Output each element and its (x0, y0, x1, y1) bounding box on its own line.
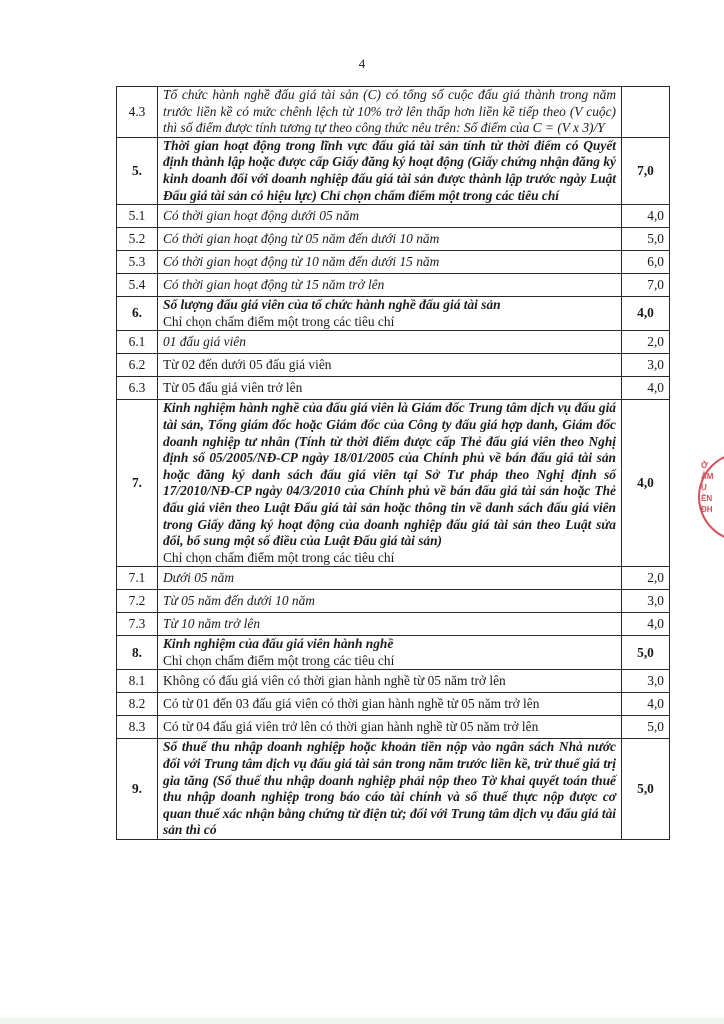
row-number: 5.4 (117, 274, 158, 297)
row-number: 5.2 (117, 228, 158, 251)
row-points: 4,0 (622, 613, 670, 636)
row-points: 5,0 (622, 716, 670, 739)
row-points: 7,0 (622, 274, 670, 297)
row-description (158, 137, 622, 204)
criterion-row (117, 400, 670, 567)
row-description (158, 693, 622, 716)
criteria-table (116, 86, 670, 840)
row-points: 3,0 (622, 670, 670, 693)
criterion-row (117, 739, 670, 840)
description-text: Không có đấu giá viên có thời gian hành nghề từ 05 năm trở lên (163, 673, 506, 689)
row-number: 6.1 (117, 331, 158, 354)
row-description (158, 331, 622, 354)
sub-criterion-row (117, 613, 670, 636)
sub-criterion-row (117, 331, 670, 354)
row-points (622, 87, 670, 138)
row-number: 5.1 (117, 205, 158, 228)
description-text: Thời gian hoạt động trong lĩnh vực đấu giá tài sản tính từ thời điểm có Quyết định thành lập hoặc được cấp Giấy đăng ký hoạt động (Giấy chứng nhận đăng ký kinh doanh đối với doanh nghiệp đấu giá tài sản được thành lập trước ngày Luật Đấu giá tài sản có hiệu lực) Chỉ chọn chấm điểm một trong các tiêu chí (163, 137, 616, 203)
description-text: Từ 10 năm trở lên (163, 615, 261, 631)
row-points: 4,0 (622, 400, 670, 567)
description-text: Số lượng đấu giá viên của tổ chức hành nghề đấu giá tài sản (163, 297, 501, 313)
row-description (158, 87, 622, 138)
row-points: 2,0 (622, 567, 670, 590)
row-number: 7.1 (117, 567, 158, 590)
description-text: Có thời gian hoạt động từ 15 năm trở lên (163, 276, 385, 292)
row-description (158, 590, 622, 613)
row-points: 4,0 (622, 693, 670, 716)
row-description (158, 670, 622, 693)
description-text: Số thuế thu nhập doanh nghiệp hoặc khoản tiền nộp vào ngân sách Nhà nước đối với Trung tâm dịch vụ đấu giá tài sản trong năm trước liền kề, trừ thuế giá trị gia tăng (Số thuế thu nhập doanh nghiệp phải nộp theo Tờ khai quyết toán thuế thu nhập doanh nghiệp trong báo cáo tài chính và số thuế thực nộp được cơ quan thuế xác nhận bằng chứng từ điện tử; đối với Trung tâm dịch vụ đấu giá tài sản thì có (163, 739, 616, 838)
red-seal-stamp (698, 452, 724, 544)
description-text: Có từ 01 đến 03 đấu giá viên có thời gian hành nghề từ 05 năm trở lên (163, 696, 540, 712)
row-points: 5,0 (622, 739, 670, 840)
row-description (158, 613, 622, 636)
row-description (158, 228, 622, 251)
row-description (158, 636, 622, 670)
row-points: 3,0 (622, 354, 670, 377)
description-text: Dưới 05 năm (163, 569, 234, 585)
description-text: Kinh nghiệm hành nghề của đấu giá viên là Giám đốc Trung tâm dịch vụ đấu giá tài sản, Tổng giám đốc hoặc Giám đốc của Công ty đấu giá hợp danh, Giám đốc doanh nghiệp tư nhân (Tính từ thời điểm được cấp Thẻ đấu giá viên theo Nghị định số 05/2005/NĐ-CP ngày 18/01/2005 của Chính phủ về bán đấu giá tài sản hoặc đăng ký danh sách đấu giá viên tại Sở Tư pháp theo Nghị định số 17/2010/NĐ-CP ngày 04/3/2010 của Chính phủ về bán đấu giá tài sản hoặc Thẻ đấu giá viên theo Luật Đấu giá tài sản hoặc thông tin về danh sách đấu giá viên trong Giấy đăng ký hoạt động của doanh nghiệp đấu giá tài sản theo Luật sửa đổi, bổ sung một số điều của Luật Đấu giá tài sản) (163, 400, 616, 549)
sub-criterion-row (117, 377, 670, 400)
row-number: 7. (117, 400, 158, 567)
sub-criterion-row (117, 693, 670, 716)
stamp-text: Ở ÂM U ỀN ĐH (701, 461, 714, 514)
row-points: 4,0 (622, 297, 670, 331)
row-number: 4.3 (117, 87, 158, 138)
description-text: Có thời gian hoạt động từ 05 năm đến dưới 10 năm (163, 230, 440, 246)
row-description (158, 354, 622, 377)
sub-criterion-row (117, 670, 670, 693)
row-number: 8.1 (117, 670, 158, 693)
sub-criterion-row (117, 228, 670, 251)
row-number: 8.3 (117, 716, 158, 739)
row-description (158, 205, 622, 228)
description-text: Kinh nghiệm của đấu giá viên hành nghề (163, 636, 394, 652)
row-points: 6,0 (622, 251, 670, 274)
sub-criterion-row (117, 354, 670, 377)
description-text: Từ 05 năm đến dưới 10 năm (163, 592, 315, 608)
sub-criterion-row (117, 716, 670, 739)
row-description (158, 739, 622, 840)
selection-note: Chỉ chọn chấm điểm một trong các tiêu chí (163, 313, 395, 329)
row-points: 4,0 (622, 377, 670, 400)
row-description (158, 567, 622, 590)
row-points: 5,0 (622, 228, 670, 251)
row-number: 5.3 (117, 251, 158, 274)
row-points: 3,0 (622, 590, 670, 613)
sub-criterion-row (117, 205, 670, 228)
description-text: Từ 05 đấu giá viên trở lên (163, 380, 303, 396)
criterion-row (117, 636, 670, 670)
sub-criterion-row (117, 251, 670, 274)
row-number: 6. (117, 297, 158, 331)
description-text: 01 đấu giá viên (163, 334, 246, 350)
row-description (158, 716, 622, 739)
sub-criterion-row (117, 274, 670, 297)
description-text: Có thời gian hoạt động từ 10 năm đến dưới 15 năm (163, 253, 440, 269)
row-description (158, 377, 622, 400)
criterion-row (117, 137, 670, 204)
row-description (158, 400, 622, 567)
row-number: 8. (117, 636, 158, 670)
criterion-row (117, 297, 670, 331)
sub-criterion-row (117, 567, 670, 590)
row-points: 4,0 (622, 205, 670, 228)
row-number: 6.2 (117, 354, 158, 377)
selection-note: Chỉ chọn chấm điểm một trong các tiêu chí (163, 549, 395, 565)
sub-criterion-row (117, 87, 670, 138)
row-description (158, 274, 622, 297)
description-text: Có từ 04 đấu giá viên trở lên có thời gian hành nghề từ 05 năm trở lên (163, 719, 539, 735)
description-text: Tổ chức hành nghề đấu giá tài sản (C) có tổng số cuộc đấu giá thành trong năm trước liền kề có mức chênh lệch từ 10% trở lên thấp hơn liền kề tiếp theo (V cuộc) thì số điểm được tính tương tự theo công thức nêu trên: Số điểm của C = (V x 3)/Y (163, 87, 616, 136)
row-number: 9. (117, 739, 158, 840)
row-description (158, 251, 622, 274)
row-points: 2,0 (622, 331, 670, 354)
selection-note: Chỉ chọn chấm điểm một trong các tiêu chí (163, 652, 395, 668)
row-description (158, 297, 622, 331)
description-text: Có thời gian hoạt động dưới 05 năm (163, 207, 360, 223)
row-number: 8.2 (117, 693, 158, 716)
row-points: 5,0 (622, 636, 670, 670)
description-text: Từ 02 đến dưới 05 đấu giá viên (163, 357, 332, 373)
row-number: 7.3 (117, 613, 158, 636)
footer-band (0, 1018, 724, 1024)
row-points: 7,0 (622, 137, 670, 204)
row-number: 5. (117, 137, 158, 204)
sub-criterion-row (117, 590, 670, 613)
row-number: 6.3 (117, 377, 158, 400)
page-number: 4 (358, 56, 366, 71)
row-number: 7.2 (117, 590, 158, 613)
